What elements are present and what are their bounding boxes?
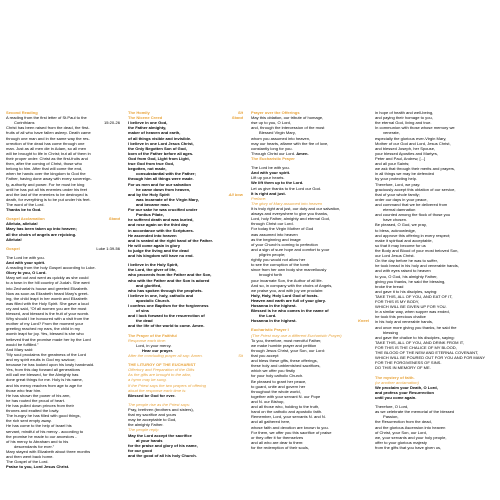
line-text: FOR THIS IS THE CHALICE OF MY BLOOD,	[375, 345, 457, 351]
line-text: and blessed Joseph, her Spouse,	[375, 145, 436, 151]
right-note: Luke 1:39-56	[96, 245, 120, 251]
line-text: For us men and for our salvation	[128, 181, 191, 187]
line-text: and all your Saints;	[375, 161, 410, 167]
line-text: in his holy and venerable hands,	[375, 319, 434, 325]
column-2	[128, 110, 243, 458]
line-text: The Prayer of the Faithful	[128, 332, 177, 338]
line-text: May this oblation, our tribute of homage,	[251, 115, 324, 121]
line-text: of Christ, your Son, our Lord,	[375, 429, 427, 435]
line-text: to judge the living and the dead	[128, 247, 189, 253]
line-text: and glorified,	[136, 282, 162, 288]
line-text: "My soul proclaims the greatness of the Lord	[6, 351, 86, 357]
line-text: through Christ our Lord.	[251, 221, 294, 227]
line-text: Christ has been raised from the dead, the first-	[6, 125, 90, 131]
line-text: eternal damnation	[383, 207, 416, 213]
line-text: Mary set out and went as quickly as she could	[6, 275, 89, 281]
line-text: and counted among the flock of those you	[375, 212, 451, 218]
line-text: in all things we may be defended	[375, 171, 434, 177]
line-text: blessing	[383, 329, 398, 335]
right-note: Kneel	[357, 318, 369, 324]
line-text: And so, in company with the choirs of Angels,	[251, 282, 333, 288]
line-text: For them, we offer you this sacrifice of praise	[251, 429, 332, 435]
line-text: FOR THE FORGIVENESS OF SINS.	[375, 360, 442, 366]
line-text: your blessed Apostles and Martyrs,	[375, 150, 438, 156]
line-text: and, through the intercession of the most	[251, 125, 325, 131]
line-text: the Resurrection from the dead,	[375, 419, 432, 425]
line-text: was assumed into heaven	[251, 231, 298, 237]
line-text: Prayer over the Offerings	[251, 110, 300, 115]
line-text: He has shown the power of his arm,	[6, 392, 71, 398]
line-text: Lord, holy Father, almighty and eternal God,	[251, 216, 330, 222]
line-text: make it spiritual and acceptable,	[375, 237, 433, 243]
line-text: will call me blessed, for the Almighty has	[6, 372, 79, 378]
column-4	[375, 110, 495, 450]
line-text: may be acceptable to God,	[128, 417, 177, 423]
line-text: the dead	[136, 318, 153, 324]
line-text: so that it may become for us	[375, 242, 426, 248]
line-text: Response each time:	[128, 337, 167, 343]
line-text: Eucharistic Prayer I	[251, 327, 289, 333]
line-text: he took bread in his holy and venerable hands,	[375, 263, 459, 269]
line-text: into Zechariah's house and greeted Elizabeth.	[6, 285, 89, 291]
line-text: Be pleased to grant her peace,	[251, 378, 307, 384]
line-text: Lord, in your mercy.	[136, 342, 172, 348]
line-text: those who fear him.	[6, 387, 42, 393]
line-text: Alleluia, alleluia!	[6, 221, 38, 227]
line-text: Praise to you, Lord Jesus Christ.	[6, 464, 70, 470]
line-text: to a town in the hill country of Judah. She went	[6, 280, 90, 286]
line-text: broke the bread	[375, 283, 404, 289]
line-text: ing, the child leapt in her womb and Elizabeth	[6, 295, 88, 301]
line-text: The Lord be with you.	[251, 165, 290, 171]
line-text: always and everywhere to give you thanks,	[251, 211, 329, 217]
line-text: In communion with those whose memory we	[375, 125, 455, 131]
line-text: Hear our prayer.	[142, 347, 174, 353]
line-text: their proper order: Christ as the first-fruits and	[6, 155, 88, 161]
line-text: apostolic Church.	[136, 297, 171, 303]
line-text: rightly you would not allow her	[251, 257, 306, 263]
line-text: And with your spirit.	[251, 170, 291, 176]
line-text: rise up to you, O Lord,	[251, 120, 292, 126]
line-text: from the gifts that you have given us,	[375, 445, 442, 450]
line-text: the Body and Blood of your most beloved Son,	[375, 247, 459, 253]
line-text: for the redemption of their souls,	[251, 445, 310, 450]
line-text: our Lord Jesus Christ.	[375, 253, 415, 259]
line-text: we make humble prayer and petition	[251, 342, 317, 348]
line-text: I believe in one God,	[128, 120, 168, 126]
line-text: and his mercy reaches from age to age for	[6, 382, 83, 388]
line-text: giving you thanks, he said the blessing,	[375, 278, 446, 284]
line-text: And with your spirit.	[6, 259, 46, 265]
line-text: Passion,	[383, 414, 399, 420]
line-text: belong to him. After that will come the end,	[6, 166, 83, 172]
line-text: the promise he made to our ancestors -	[6, 433, 77, 439]
line-text: Thanks be to God.	[6, 207, 42, 213]
line-text: done great things for me. Holy is his name,	[6, 377, 83, 383]
line-text: venerate,	[383, 130, 400, 136]
line-text: and is seated at the right hand of the Father.	[128, 237, 213, 243]
line-text: through Jesus Christ, your Son, our Lord:	[251, 347, 326, 353]
line-text: Pontius Pilate,	[136, 212, 164, 218]
line-text: because he has looked upon his lowly handmaid.	[6, 362, 95, 368]
line-text: We proclaim your Death, O Lord,	[375, 384, 438, 390]
line-text: Let us give thanks to the Lord our God.	[251, 185, 321, 191]
line-text: that my sacrifice and yours	[128, 412, 177, 418]
line-text: would be fulfilled."	[6, 341, 39, 347]
line-text: For today the Virgin Mother of God	[251, 226, 314, 232]
line-text: whom you assumed into heaven,	[251, 135, 311, 141]
line-text: (The Priest may use a different Eucharistic Prayer)	[251, 332, 342, 338]
line-text: The Eucharistic Prayer	[251, 155, 295, 161]
line-text: he took this precious chalice	[375, 314, 426, 320]
line-text: mother of my Lord? From the moment your	[6, 321, 84, 327]
line-text: The Nicene Creed	[128, 115, 163, 121]
right-note: Stand	[231, 115, 243, 121]
line-text: and approve this offering in every respect;	[375, 232, 451, 238]
line-text: aloud the response each time is:	[128, 387, 187, 393]
line-text: A reading from the first letter of St.Paul to the	[6, 115, 87, 121]
line-text: Therefore, Lord, we pray:	[375, 181, 421, 187]
line-text: Corinthians	[14, 120, 35, 126]
line-text: may our hearts, aflame with the fire of love,	[251, 140, 329, 146]
line-text: womb leapt for joy. Yes, blessed is she who	[6, 331, 84, 337]
line-text: and the glorious Ascension into heaven	[375, 424, 446, 430]
line-text: Blessed Virgin Mary,	[259, 130, 296, 136]
line-text: Gospel	[6, 245, 20, 251]
line-text: the Lord.	[259, 313, 277, 319]
line-text: DO THIS IN MEMORY OF ME.	[375, 365, 431, 371]
line-text: Remember, Lord, your servants N. and N.	[251, 414, 326, 420]
line-text: these holy and unblemished sacrifices,	[251, 363, 321, 369]
line-text: until you come again.	[375, 395, 417, 401]
line-text: the eternal God, living and true.	[375, 120, 432, 126]
line-text: and the life of the world to come. Amen.	[128, 323, 205, 329]
line-text: was incarnate of the Virgin Mary,	[136, 196, 199, 202]
line-text: and with eyes raised to heaven	[375, 268, 431, 274]
line-text: and the good of all his holy Church.	[128, 453, 197, 458]
line-text: The Lord be with you.	[6, 254, 45, 260]
line-text: and profess your Resurrection	[375, 389, 434, 395]
line-text: Now as soon as Elizabeth heard Mary's greet-	[6, 290, 89, 296]
line-text: And Mary said:	[6, 346, 33, 352]
line-text: who has spoken through the prophets.	[128, 287, 203, 293]
line-text: of your Church's coming to perfection	[251, 241, 318, 247]
line-text: we, your servants and your holy people,	[375, 434, 447, 440]
line-text: consubstantial with the Father;	[136, 171, 196, 177]
line-text: and all those who, holding to the truth,	[251, 404, 320, 410]
line-text: and once more giving you thanks, he said the	[375, 324, 457, 330]
line-text: Peter and Paul, Andrew, [...]	[375, 155, 426, 161]
line-text: and gave it to his disciples, saying:	[375, 288, 438, 294]
text-line	[6, 464, 120, 469]
line-text: to bless, acknowledge,	[375, 227, 416, 233]
line-text: the Only Begotten Son of God,	[128, 145, 187, 151]
line-text: Second Reading	[6, 110, 38, 115]
line-text: Father, having done away with every sovereign-	[6, 176, 92, 182]
line-text: since from her own body she marvellously	[251, 267, 327, 273]
line-text: hand on the catholic and apostolic faith.	[251, 409, 323, 415]
line-text: The hungry he has filled with good things,	[6, 413, 81, 419]
line-text: constantly long for you.	[251, 145, 293, 151]
line-text: greeting reached my ears, the child in my	[6, 326, 81, 332]
line-text: Mary stayed with Elizabeth about three months	[6, 449, 91, 454]
line-text: begotten, not made,	[128, 166, 167, 172]
line-text: THE LITURGY OF THE EUCHARIST	[128, 362, 196, 368]
line-text: The Gospel of the Lord.	[6, 459, 49, 465]
line-text: Gospel Acclamation	[6, 216, 45, 222]
line-text: he came down from heaven,	[136, 186, 191, 192]
line-text: whose faith and devotion are known to you.	[251, 424, 329, 430]
line-text: offer to your glorious majesty	[375, 439, 427, 445]
line-text: and his kingdom will have no end.	[128, 253, 194, 259]
line-text: and my spirit exults in God my saviour;	[6, 357, 76, 363]
line-text: Through Christ our Lord. Amen.	[251, 150, 309, 156]
line-text: of sins	[136, 308, 150, 314]
line-text: Pray, brethren (brothers and sisters),	[128, 407, 194, 413]
line-text: who with the Father and the Son is adored	[128, 277, 210, 283]
line-text: It is truly right and just, our duty and our salvation,	[251, 205, 341, 211]
line-text: May the Lord accept the sacrifice	[128, 432, 192, 438]
line-text: of all things visible and invisible.	[128, 135, 192, 141]
line-text: and all gathered here,	[251, 419, 291, 425]
line-text: Yes, from this day forward all generations	[6, 367, 81, 373]
line-text: Holy, Holy, Holy Lord God of hosts.	[251, 292, 319, 298]
line-text: I believe in one Lord Jesus Christ,	[128, 140, 194, 146]
text-line	[375, 445, 495, 450]
line-text: together with your servant N. our Pope	[251, 393, 321, 399]
line-text: to see the corruption of the tomb	[251, 262, 310, 268]
line-text: cry and said, "Of all women you are the most	[6, 305, 87, 311]
line-text: As the gifts are brought to the altar,	[128, 372, 191, 378]
line-text: who proceeds from the Father and the Son,	[128, 272, 212, 278]
line-text: graciously accept this oblation of our service,	[375, 186, 456, 192]
line-text: brought forth	[259, 272, 282, 278]
line-text: He will come again in glory	[128, 242, 180, 248]
line-text: your incarnate Son, the Author of all life.	[251, 277, 323, 283]
line-text: he has routed the proud of heart.	[6, 397, 65, 403]
line-text: the Father almighty,	[128, 125, 167, 131]
line-text: The word of the Lord.	[6, 201, 45, 207]
text-line	[251, 445, 369, 450]
line-text: Mother of our God and Lord, Jesus Christ,	[375, 140, 451, 146]
line-text: I confess one Baptism for the forgiveness	[128, 303, 209, 309]
line-text: A reading from the holy Gospel according to Luke.	[6, 265, 96, 271]
line-text: he suffered death and was buried,	[128, 217, 194, 223]
line-text: It is right and just.	[251, 190, 286, 196]
line-text: (or another acclamation)	[375, 379, 419, 385]
line-text: For our sake he was crucified under	[128, 207, 198, 213]
line-text: The people rise as the Priest says:	[128, 401, 191, 407]
line-text: and I look forward to the resurrection of	[128, 313, 205, 319]
line-text: or they offer it for themselves	[251, 434, 304, 440]
line-text: have chosen.	[383, 217, 408, 223]
line-text: Be pleased, O God, we pray,	[375, 222, 427, 228]
line-text: for our good	[128, 447, 153, 453]
line-text: for your holy catholic Church.	[251, 373, 304, 379]
line-text: maker of heaven and earth,	[128, 130, 181, 136]
line-text: the almighty Father.	[128, 422, 164, 428]
line-text: that of your whole family;	[375, 191, 420, 197]
line-text: and N. our Bishop,	[251, 399, 285, 405]
line-text: we ask that through their merits and prayers,	[375, 166, 456, 172]
line-text: WHICH WILL BE GIVEN UP FOR YOU.	[375, 304, 447, 310]
right-note: All bow	[228, 191, 243, 197]
line-text: and the last of the enemies to be destroyed is	[6, 191, 88, 197]
line-text: thrones and exalted the lowly.	[6, 408, 60, 414]
line-text: to guard, unite and govern her	[251, 383, 306, 389]
line-text: and rose again on the third day	[128, 222, 189, 228]
column-1	[6, 110, 120, 469]
line-text: the rich sent empty away.	[6, 418, 52, 424]
line-text: when he hands over the kingdom to God the	[6, 171, 86, 177]
line-text: at your hands	[136, 437, 163, 443]
line-text: I believe in the Holy Spirit,	[128, 262, 179, 268]
line-text: in hope of health and well-being,	[375, 110, 434, 115]
line-text: Blessed be God for ever.	[128, 392, 176, 398]
line-text: throughout the whole world,	[251, 388, 301, 394]
line-text: Therefore, O Lord,	[375, 404, 409, 410]
line-text: a hymn may be sung.	[128, 377, 167, 383]
line-text: pilgrim people;	[259, 251, 286, 257]
line-text: Mary has been taken up into heaven;	[6, 226, 77, 232]
line-text: in accordance with the Scriptures.	[128, 227, 194, 233]
line-text: and all who are dear to them:	[251, 439, 304, 445]
line-text: and gave the chalice to his disciples, saying:	[375, 334, 455, 340]
line-text: to you, O God, his almighty Father,	[375, 273, 438, 279]
line-text: Offertory and Preparation of the Gifts	[128, 367, 195, 373]
line-text: Blessed is he who comes in the name of	[251, 308, 329, 314]
line-text: and a sign of sure hope and comfort to your	[251, 246, 330, 252]
line-text: then, after the coming of Christ, those who	[6, 161, 83, 167]
line-text: Hosanna in the highest.	[251, 318, 297, 324]
text-line	[128, 453, 243, 458]
line-text: and then went back home.	[6, 454, 54, 460]
line-text: He has come to the help of Israel his	[6, 423, 72, 429]
line-text: We lift them up to the Lord.	[251, 180, 304, 186]
line-text: On the day before he was to suffer,	[375, 258, 438, 264]
line-text: will be brought to life in Christ; but all of them in	[6, 150, 91, 156]
line-text: The mystery of faith.	[375, 374, 415, 380]
line-text: Heaven and earth are full of your glory.	[251, 297, 326, 303]
line-text: The glory of Mary assumed into heaven	[251, 200, 323, 206]
line-text: Alleluia!	[6, 236, 22, 242]
line-text: all the choirs of angels are rejoicing.	[6, 231, 77, 237]
line-text: Lift up your hearts.	[251, 175, 285, 181]
line-text: that you accept	[251, 353, 279, 359]
line-text: believed that the promise made her by the Lord	[6, 336, 91, 342]
line-text: FOR THIS IS MY BODY,	[375, 299, 420, 305]
line-text: WHICH WILL BE POURED OUT FOR YOU AND FOR MANY	[375, 355, 486, 361]
line-text: born of the Father before all ages.	[128, 150, 194, 156]
column-3	[251, 110, 369, 450]
line-text: He has pulled down princes from their	[6, 403, 74, 409]
line-text: we praise you, and with joy we proclaim:	[251, 287, 324, 293]
line-text: I believe in one, holy, catholic and	[128, 292, 194, 298]
line-text: Glory to you, O Lord.	[6, 270, 47, 276]
line-text: order our days in your peace,	[375, 196, 428, 202]
line-text: descendants for ever."	[14, 443, 55, 449]
line-text: especially the glorious ever-Virgin Mary,	[375, 135, 447, 141]
line-text: for the praise and glory of his name,	[128, 442, 198, 448]
line-text: THE BLOOD OF THE NEW AND ETERNAL COVENANT,	[375, 350, 479, 356]
line-text: death, for everything is to be put under his feet.	[6, 196, 91, 202]
line-text: urrection of the dead has come through one	[6, 140, 85, 146]
line-text: and paying their homage to you,	[375, 115, 433, 121]
line-text: by your protecting help.	[375, 176, 418, 182]
line-text: TAKE THIS, ALL OF YOU, AND EAT OF IT,	[375, 293, 453, 299]
line-text: Hosanna in the highest.	[251, 303, 297, 309]
line-text: ty, authority and power. For he must be king	[6, 181, 85, 187]
line-text: through him all things were made.	[128, 176, 194, 182]
right-note: 15:20-26	[104, 120, 120, 126]
line-text: The Homily	[128, 110, 150, 115]
line-text: true God from true God,	[128, 161, 175, 167]
line-text: Preface:	[251, 195, 267, 201]
line-text: The people reply:	[128, 427, 160, 433]
line-text: To you, therefore, most merciful Father,	[251, 337, 322, 343]
line-text: In a similar way, when supper was ended,	[375, 309, 450, 315]
line-text: servant, mindful of his mercy - according to	[6, 428, 84, 434]
line-text: and became man.	[136, 201, 170, 207]
line-text: If the Priest says the two prayers of offering	[128, 382, 206, 388]
line-text: man. Just as all men die in Adam, so all men	[6, 145, 87, 151]
line-text: the Lord, the giver of life,	[128, 267, 177, 273]
amen-response: Amen.	[296, 150, 309, 156]
right-note: Stand	[108, 216, 120, 222]
line-text: until he has put all his enemies under his feet	[6, 186, 87, 192]
line-text: and by the Holy Spirit	[128, 191, 170, 197]
line-text: Why should I be honoured with a visit from the	[6, 316, 90, 322]
line-text: as the beginning and image	[251, 236, 301, 242]
line-text: of his mercy to Abraham and to his	[6, 438, 69, 444]
line-text: After the concluding prayer all say: Amen.	[128, 353, 203, 359]
line-text: as we celebrate the memorial of the blessed	[375, 409, 455, 415]
line-text: which we offer you firstly	[251, 368, 296, 374]
line-text: and bless these gifts, these offerings,	[251, 358, 318, 364]
line-text: and command that we be delivered from	[375, 201, 448, 207]
line-text: He ascended into heaven	[128, 232, 177, 238]
line-text: blessed, and blessed is the fruit of your womb.	[6, 311, 90, 317]
line-text: through one man and in the same way the res-	[6, 135, 90, 141]
right-note: Sit	[238, 353, 243, 359]
line-text: was filled with the Holy Spirit. She gave a loud	[6, 300, 89, 306]
line-text: God from God, Light from Light,	[128, 155, 190, 161]
right-note: Sit	[237, 110, 243, 115]
line-text: TAKE THIS, ALL OF YOU, AND DRINK FROM IT,	[375, 339, 464, 345]
line-text: fruits of all who have fallen asleep. Death came	[6, 130, 91, 136]
